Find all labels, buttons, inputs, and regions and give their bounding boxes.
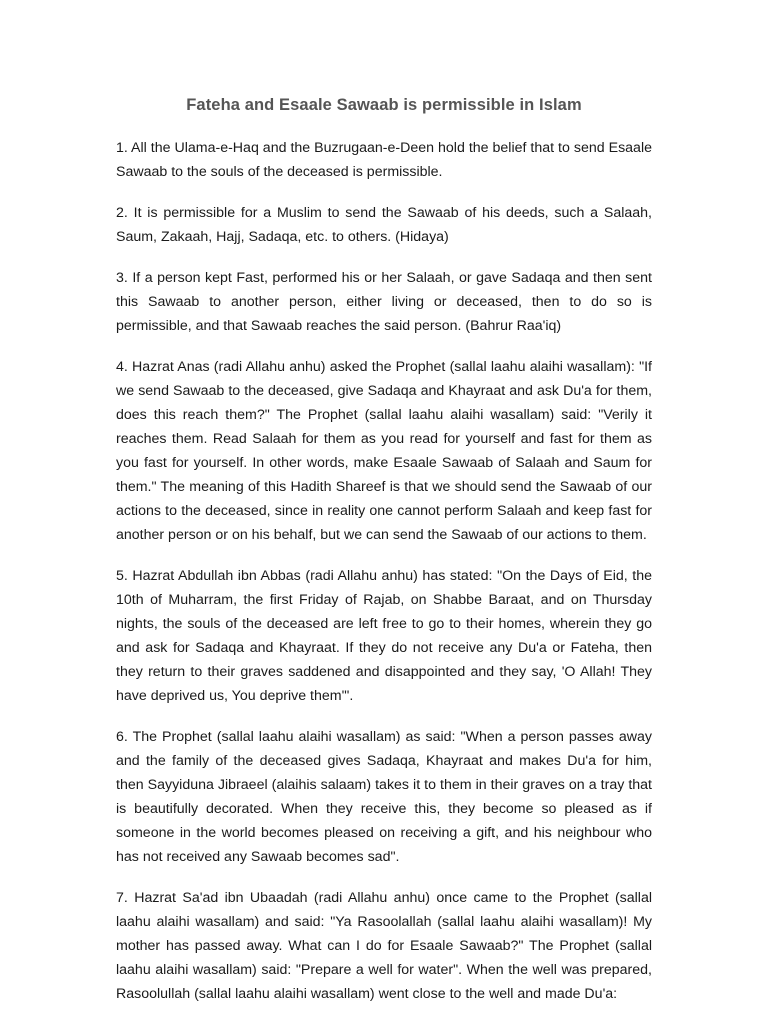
paragraph-4: 4. Hazrat Anas (radi Allahu anhu) asked the Prophet (sallal laahu alaihi wasallam): "If we send Sawaab to the deceased, give Sadaqa and Khayraat and ask Du'a for them, does this reach them?" The Prophet (sallal laahu alaihi wasallam) said: "Verily it reaches them. Read Salaah for them as you read for yourself and fast for them as you fast for yourself. In other words, make Esaale Sawaab of Salaah and Saum for them." The meaning of this Hadith Shareef is that we should send the Sawaab of our actions to the deceased, since in reality one cannot perform Salaah and keep fast for another person or on his behalf, but we can send the Sawaab of our actions to them. <box>116 359 652 543</box>
paragraph-7: 7. Hazrat Sa'ad ibn Ubaadah (radi Allahu anhu) once came to the Prophet (sallal laahu alaihi wasallam) and said: "Ya Rasoolallah (sallal laahu alaihi wasallam)! My mother has passed away. What can I do for Esaale Sawaab?" The Prophet (sallal laahu alaihi wasallam) said: "Prepare a well for water". When the well was prepared, Rasoolullah (sallal laahu alaihi wasallam) went close to the well and made Du'a: <box>116 890 652 1002</box>
paragraph-3: 3. If a person kept Fast, performed his or her Salaah, or gave Sadaqa and then sent this Sawaab to another person, either living or deceased, then to do so is permissible, and that Sawaab reaches the said person. (Bahrur Raa'iq) <box>116 270 652 334</box>
document-title: Fateha and Esaale Sawaab is permissible in Islam <box>186 96 582 114</box>
paragraph-1: 1. All the Ulama-e-Haq and the Buzrugaan-e-Deen hold the belief that to send Esaale Sawaab to the souls of the deceased is permissible. <box>116 140 652 180</box>
paragraph-5: 5. Hazrat Abdullah ibn Abbas (radi Allahu anhu) has stated: "On the Days of Eid, the 10th of Muharram, the first Friday of Rajab, on Shabbe Baraat, and on Thursday nights, the souls of the deceased are left free to go to their homes, wherein they go and ask for Sadaqa and Khayraat. If they do not receive any Du'a or Fateha, then they return to their graves saddened and disappointed and they say, 'O Allah! They have deprived us, You deprive them'". <box>116 568 652 704</box>
document-page <box>116 92 652 1006</box>
paragraph-2: 2. It is permissible for a Muslim to send the Sawaab of his deeds, such a Salaah, Saum, Zakaah, Hajj, Sadaqa, etc. to others. (Hidaya) <box>116 205 652 245</box>
paragraph-6: 6. The Prophet (sallal laahu alaihi wasallam) as said: "When a person passes away and the family of the deceased gives Sadaqa, Khayraat and makes Du'a for him, then Sayyiduna Jibraeel (alaihis salaam) takes it to them in their graves on a tray that is beautifully decorated. When they receive this, they become so pleased as if someone in the world becomes pleased on receiving a gift, and his neighbour who has not received any Sawaab becomes sad". <box>116 729 652 865</box>
